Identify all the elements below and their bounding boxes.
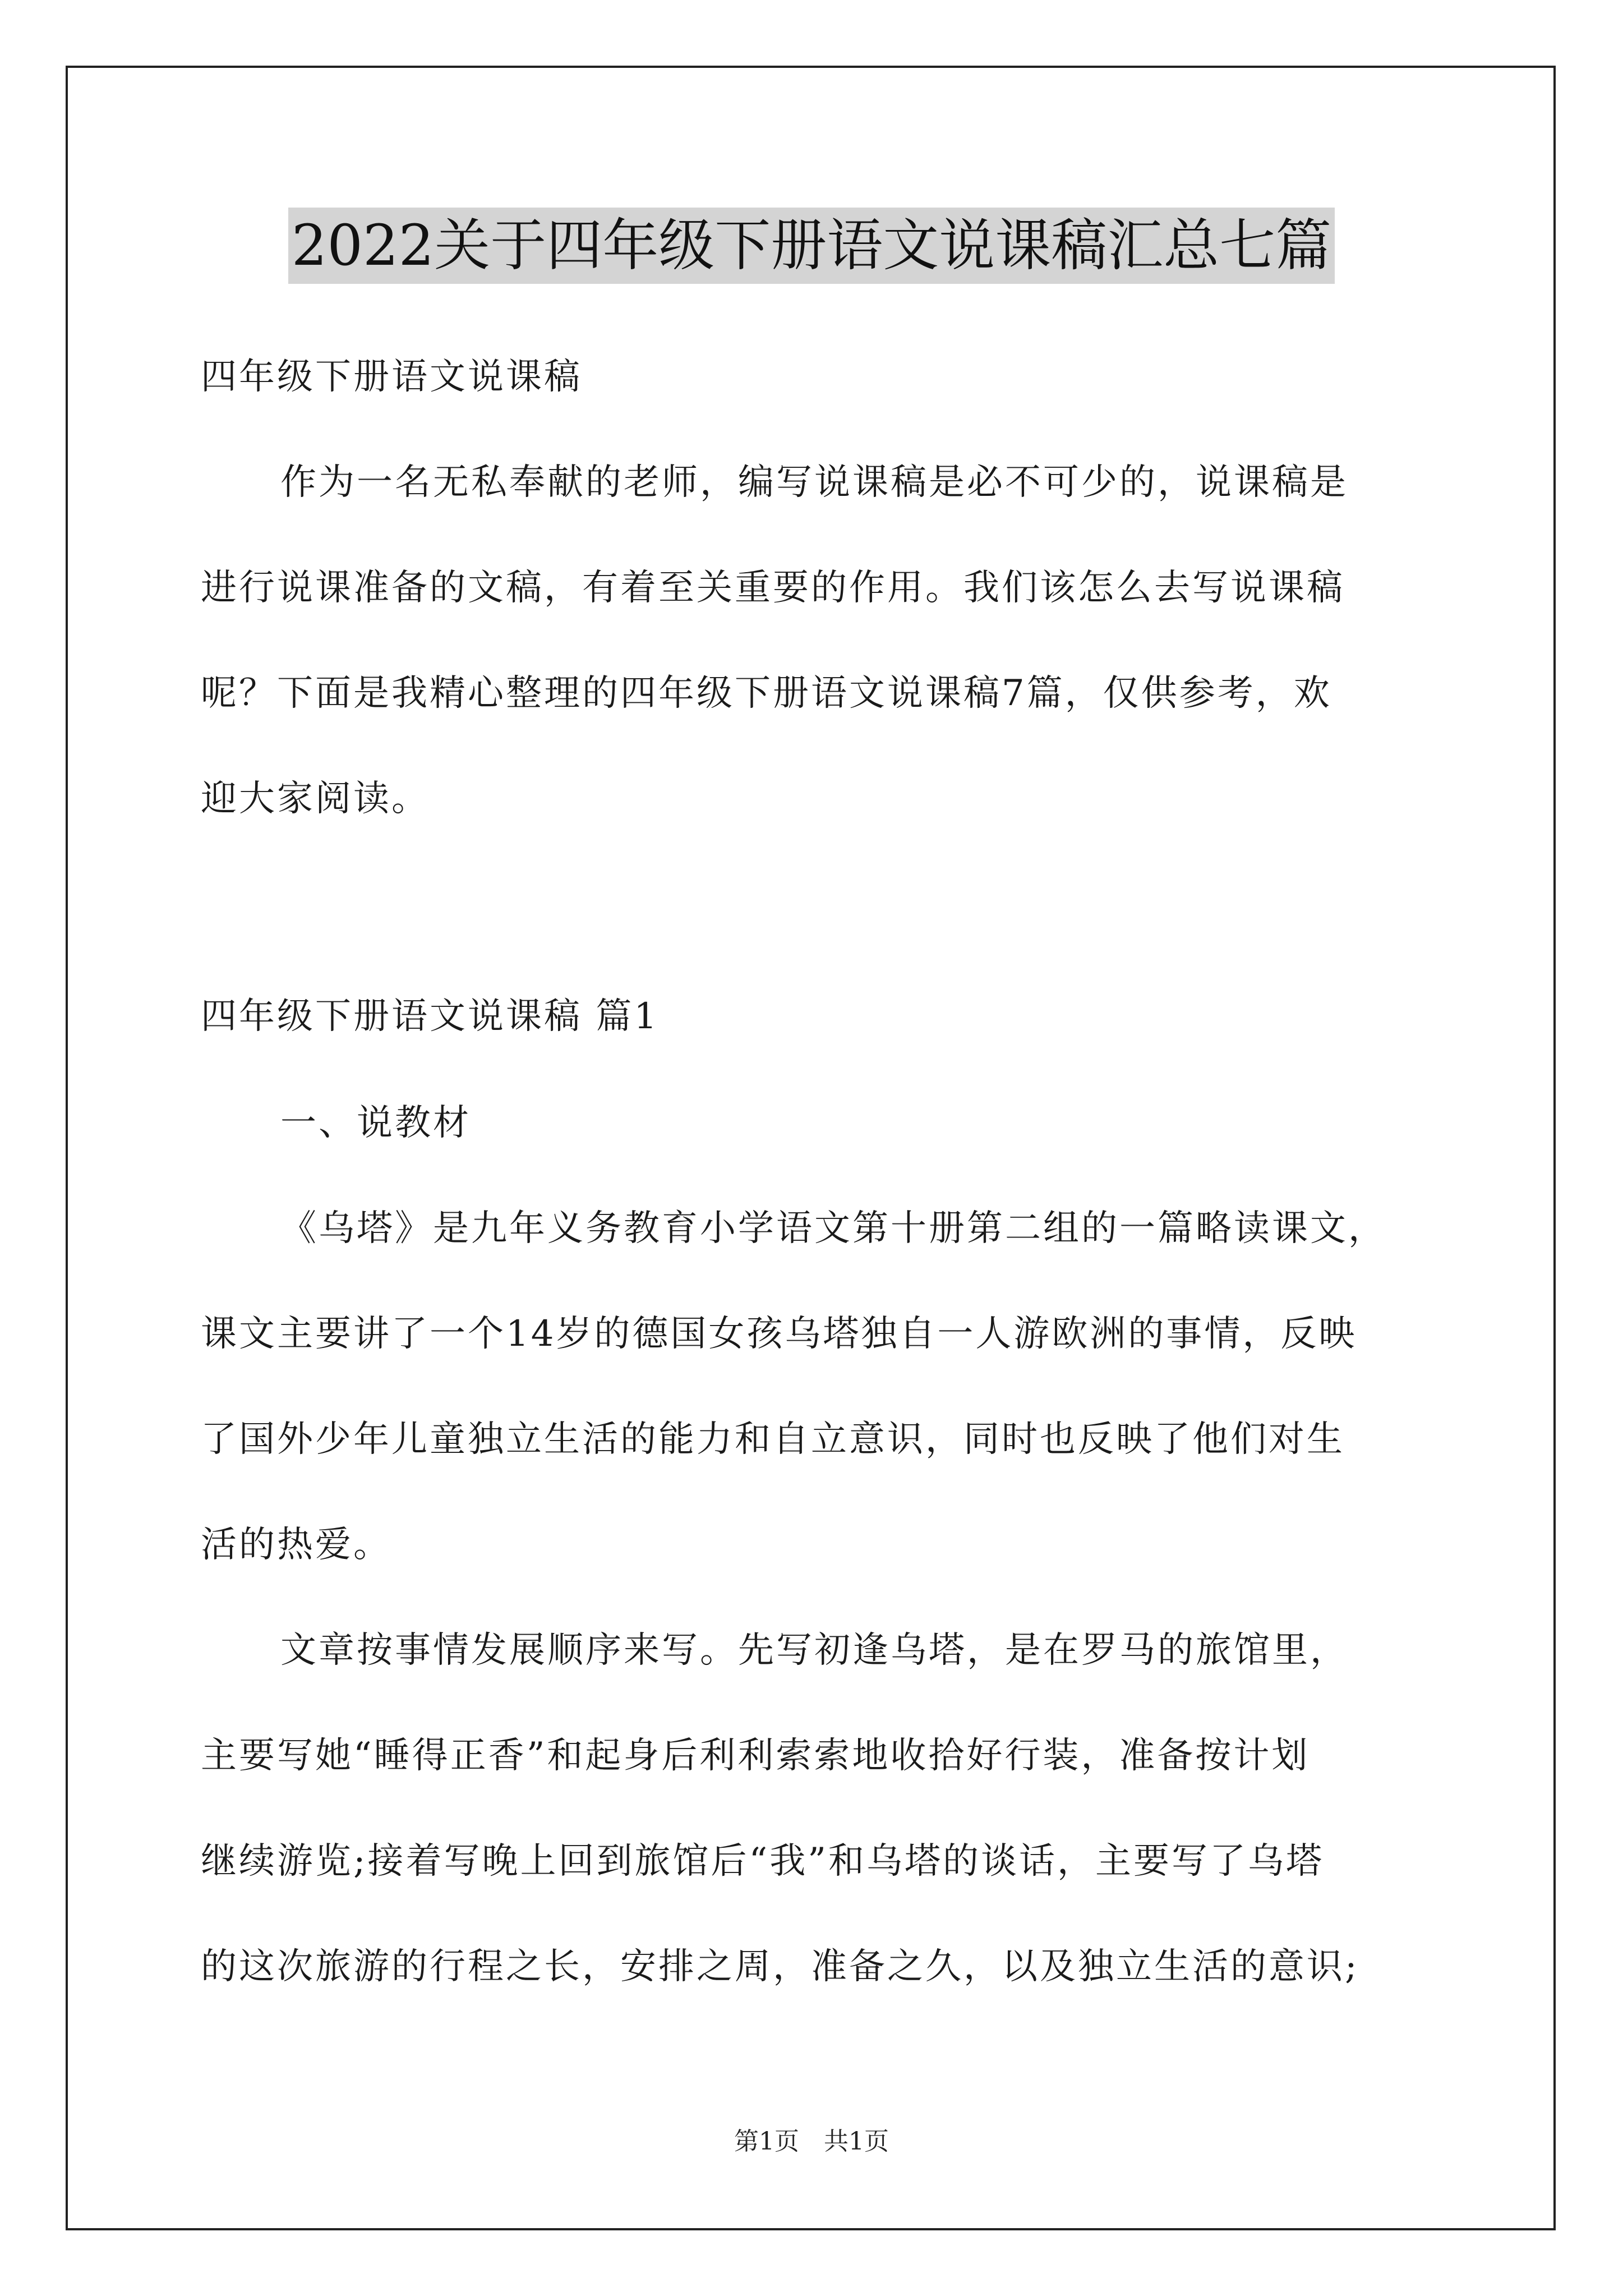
subtitle: 四年级下册语文说课稿 (201, 356, 582, 398)
intro-line: 进行说课准备的文稿，有着至关重要的作用。我们该怎么去写说课稿 (201, 567, 1345, 609)
paragraph-line: 《乌塔》是九年义务教育小学语文第十册第二组的一篇略读课文， (280, 1208, 1386, 1249)
page-footer: 第1页 共1页 (734, 2127, 889, 2156)
title-wrap (0, 208, 1623, 284)
paragraph-line: 活的热爱。 (201, 1524, 391, 1566)
paragraph-line: 课文主要讲了一个14岁的德国女孩乌塔独自一人游欧洲的事情，反映 (201, 1313, 1357, 1355)
part-heading: 一、说教材 (280, 1102, 471, 1144)
paragraph-line: 文章按事情发展顺序来写。先写初逢乌塔，是在罗马的旅馆里， (280, 1630, 1348, 1671)
paragraph-line: 了国外少年儿童独立生活的能力和自立意识，同时也反映了他们对生 (201, 1419, 1345, 1460)
paragraph-line: 的这次旅游的行程之长，安排之周，准备之久，以及独立生活的意识; (201, 1946, 1359, 1987)
document-title: 2022关于四年级下册语文说课稿汇总七篇 (288, 208, 1335, 284)
intro-line: 迎大家阅读。 (201, 778, 430, 820)
paragraph-line: 继续游览;接着写晚上回到旅馆后“我”和乌塔的谈话，主要写了乌塔 (201, 1841, 1324, 1882)
paragraph-line: 主要写她“睡得正香”和起身后利利索索地收拾好行装，准备按计划 (201, 1735, 1310, 1777)
intro-line: 作为一名无私奉献的老师，编写说课稿是必不可少的，说课稿是 (280, 462, 1348, 503)
intro-line: 呢？下面是我精心整理的四年级下册语文说课稿7篇，仅供参考，欢 (201, 673, 1332, 714)
section-heading: 四年级下册语文说课稿 篇1 (201, 996, 660, 1037)
